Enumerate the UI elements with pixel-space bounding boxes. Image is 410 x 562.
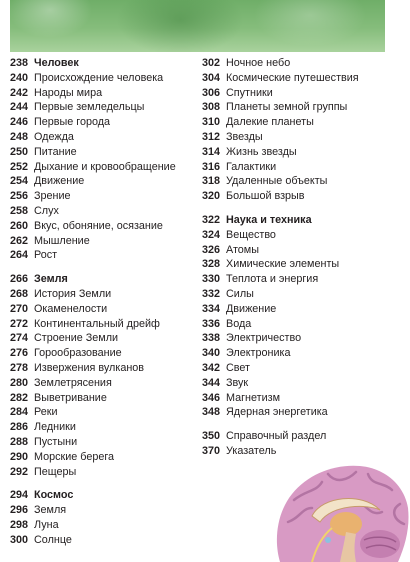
- entry-title: Извержения вулканов: [34, 361, 145, 374]
- entry-title: Силы: [226, 287, 254, 300]
- page-number: 306: [202, 86, 221, 99]
- page-number: 324: [202, 228, 221, 241]
- contents-entry: [10, 518, 190, 533]
- contents-entry: [10, 160, 190, 175]
- page-number: 254: [10, 175, 29, 188]
- contents-entry: [202, 391, 407, 406]
- contents-entry: [202, 405, 407, 420]
- page-number: 318: [202, 175, 221, 188]
- contents-entry: [202, 174, 407, 189]
- section-heading: [10, 488, 190, 503]
- section-heading: [10, 272, 190, 287]
- contents-entry: [10, 391, 190, 406]
- entry-title: Солнце: [34, 533, 72, 546]
- page-number: 334: [202, 302, 221, 315]
- entry-title: Луна: [34, 518, 59, 531]
- entry-title: Галактики: [226, 160, 277, 173]
- contents-entry: [202, 243, 407, 258]
- page-number: 348: [202, 406, 221, 419]
- contents-entry: [202, 56, 407, 71]
- entry-title: Вода: [226, 317, 252, 330]
- contents-entry: [10, 361, 190, 376]
- entry-title: Удаленные объекты: [226, 175, 328, 188]
- entry-title: Земля: [34, 504, 67, 517]
- entry-title: Окаменелости: [34, 302, 108, 315]
- contents-entry: [202, 331, 407, 346]
- page-number: 310: [202, 116, 221, 129]
- page-number: 296: [10, 504, 29, 517]
- entry-title: Наука и техника: [226, 213, 312, 226]
- contents-entry: [10, 71, 190, 86]
- page-number: 332: [202, 287, 221, 300]
- page-number: 322: [202, 213, 221, 226]
- page-number: 282: [10, 391, 29, 404]
- page-number: 308: [202, 101, 221, 114]
- entry-title: Движение: [34, 175, 85, 188]
- contents-entry: [202, 376, 407, 391]
- page-number: 266: [10, 273, 29, 286]
- page-number: 288: [10, 435, 29, 448]
- contents-entry: [10, 533, 190, 548]
- entry-title: Континентальный дрейф: [34, 317, 160, 330]
- page-number: 270: [10, 302, 29, 315]
- contents-entry: [202, 302, 407, 317]
- page-number: 286: [10, 421, 29, 434]
- entry-title: Горообразование: [34, 347, 122, 360]
- page-number: 258: [10, 204, 29, 217]
- entry-title: Происхождение человека: [34, 71, 164, 84]
- pituitary: [325, 537, 331, 543]
- entry-title: Народы мира: [34, 86, 103, 99]
- contents-entry: [202, 429, 407, 444]
- section-gap: [10, 263, 190, 272]
- contents-entry: [10, 376, 190, 391]
- page-number: 344: [202, 376, 221, 389]
- page-number: 304: [202, 71, 221, 84]
- entry-title: Первые города: [34, 116, 111, 129]
- contents-entry: [202, 189, 407, 204]
- page-number: 242: [10, 86, 29, 99]
- entry-title: Человек: [34, 57, 79, 69]
- page-number: 238: [10, 57, 29, 69]
- entry-title: Звезды: [226, 130, 263, 143]
- contents-entry: [202, 71, 407, 86]
- entry-title: Звук: [226, 376, 249, 389]
- contents-entry: [202, 272, 407, 287]
- page-number: 246: [10, 116, 29, 129]
- page-number: 278: [10, 361, 29, 374]
- page-number: 280: [10, 376, 29, 389]
- page-number: 268: [10, 287, 29, 300]
- contents-entry: [202, 287, 407, 302]
- contents-entry: [10, 204, 190, 219]
- entry-title: Свет: [226, 361, 251, 374]
- section-heading: [10, 56, 190, 71]
- page-number: 350: [202, 430, 221, 443]
- page-number: 300: [10, 533, 29, 546]
- entry-title: Пустыни: [34, 435, 78, 448]
- entry-title: Вкус, обоняние, осязание: [34, 219, 163, 232]
- entry-title: Магнетизм: [226, 391, 281, 404]
- contents-entry: [202, 346, 407, 361]
- entry-title: Большой взрыв: [226, 190, 305, 203]
- page-number: 330: [202, 273, 221, 286]
- page-number: 244: [10, 101, 29, 114]
- entry-title: Дыхание и кровообращение: [34, 160, 176, 173]
- brain-illustration: [272, 452, 410, 562]
- page-number: 342: [202, 361, 221, 374]
- entry-title: Электричество: [226, 332, 302, 345]
- contents-entry: [10, 287, 190, 302]
- contents-entry: [202, 145, 407, 160]
- entry-title: Питание: [34, 145, 77, 158]
- entry-title: Справочный раздел: [226, 430, 327, 443]
- entry-title: Морские берега: [34, 450, 115, 463]
- contents-entry: [202, 160, 407, 175]
- entry-title: Слух: [34, 204, 59, 217]
- page-number: 346: [202, 391, 221, 404]
- entry-title: Земля: [34, 273, 68, 286]
- page-number: 250: [10, 145, 29, 158]
- contents-entry: [10, 145, 190, 160]
- contents-entry: [10, 405, 190, 420]
- contents-entry: [10, 219, 190, 234]
- page-number: 340: [202, 347, 221, 360]
- contents-entry: [202, 228, 407, 243]
- contents-entry: [10, 174, 190, 189]
- leaf-photo-banner: [10, 0, 385, 52]
- page-number: 298: [10, 518, 29, 531]
- page-number: 312: [202, 130, 221, 143]
- contents-entry: [202, 100, 407, 115]
- page-number: 240: [10, 71, 29, 84]
- page-number: 292: [10, 465, 29, 478]
- entry-title: Первые земледельцы: [34, 101, 145, 114]
- contents-entry: [202, 130, 407, 145]
- entry-title: Далекие планеты: [226, 116, 314, 129]
- entry-title: Реки: [34, 406, 58, 419]
- entry-title: Ночное небо: [226, 57, 291, 69]
- entry-title: Теплота и энергия: [226, 273, 319, 286]
- contents-entry: [10, 450, 190, 465]
- contents-entry: [202, 257, 407, 272]
- contents-entry: [10, 465, 190, 480]
- entry-title: Космос: [34, 489, 74, 502]
- page-number: 316: [202, 160, 221, 173]
- section-gap: [10, 479, 190, 488]
- contents-entry: [10, 317, 190, 332]
- entry-title: Выветривание: [34, 391, 107, 404]
- entry-title: Ледники: [34, 421, 76, 434]
- entry-title: Спутники: [226, 86, 273, 99]
- page-number: 252: [10, 160, 29, 173]
- entry-title: Зрение: [34, 190, 71, 203]
- page-number: 370: [202, 444, 221, 457]
- entry-title: Атомы: [226, 243, 259, 256]
- page-number: 274: [10, 332, 29, 345]
- contents-entry: [10, 86, 190, 101]
- contents-entry: [10, 302, 190, 317]
- entry-title: Ядерная энергетика: [226, 406, 328, 419]
- page-number: 272: [10, 317, 29, 330]
- entry-title: Рост: [34, 249, 58, 262]
- page-number: 336: [202, 317, 221, 330]
- entry-title: Планеты земной группы: [226, 101, 348, 114]
- contents-column-right: [202, 56, 407, 459]
- entry-title: Движение: [226, 302, 277, 315]
- contents-entry: [10, 130, 190, 145]
- entry-title: Химические элементы: [226, 258, 340, 271]
- contents-entry: [10, 503, 190, 518]
- entry-title: Электроника: [226, 347, 291, 360]
- page-number: 326: [202, 243, 221, 256]
- entry-title: Указатель: [226, 444, 277, 457]
- page-number: 284: [10, 406, 29, 419]
- contents-entry: [10, 346, 190, 361]
- section-gap: [202, 204, 407, 213]
- contents-column-left: [10, 56, 190, 548]
- entry-title: История Земли: [34, 287, 112, 300]
- section-gap: [202, 420, 407, 429]
- contents-entry: [202, 115, 407, 130]
- page-number: 320: [202, 190, 221, 203]
- contents-entry: [10, 189, 190, 204]
- contents-entry: [10, 100, 190, 115]
- section-heading: [202, 213, 407, 228]
- page-number: 248: [10, 130, 29, 143]
- page-number: 290: [10, 450, 29, 463]
- page-number: 262: [10, 234, 29, 247]
- entry-title: Пещеры: [34, 465, 77, 478]
- entry-title: Вещество: [226, 228, 276, 241]
- contents-entry: [202, 86, 407, 101]
- contents-entry: [10, 420, 190, 435]
- contents-entry: [202, 361, 407, 376]
- contents-entry: [10, 115, 190, 130]
- entry-title: Мышление: [34, 234, 90, 247]
- entry-title: Жизнь звезды: [226, 145, 297, 158]
- page-number: 328: [202, 258, 221, 271]
- page-number: 302: [202, 57, 221, 69]
- entry-title: Строение Земли: [34, 332, 119, 345]
- page-number: 256: [10, 190, 29, 203]
- page-number: 294: [10, 489, 29, 502]
- entry-title: Одежда: [34, 130, 74, 143]
- page-number: 264: [10, 249, 29, 262]
- cerebellum: [360, 530, 400, 558]
- contents-entry: [10, 435, 190, 450]
- entry-title: Космические путешествия: [226, 71, 359, 84]
- page-number: 276: [10, 347, 29, 360]
- contents-entry: [10, 248, 190, 263]
- contents-entry: [10, 331, 190, 346]
- page-number: 338: [202, 332, 221, 345]
- entry-title: Землетрясения: [34, 376, 112, 389]
- contents-entry: [202, 317, 407, 332]
- contents-entry: [10, 234, 190, 249]
- page-number: 260: [10, 219, 29, 232]
- page-number: 314: [202, 145, 221, 158]
